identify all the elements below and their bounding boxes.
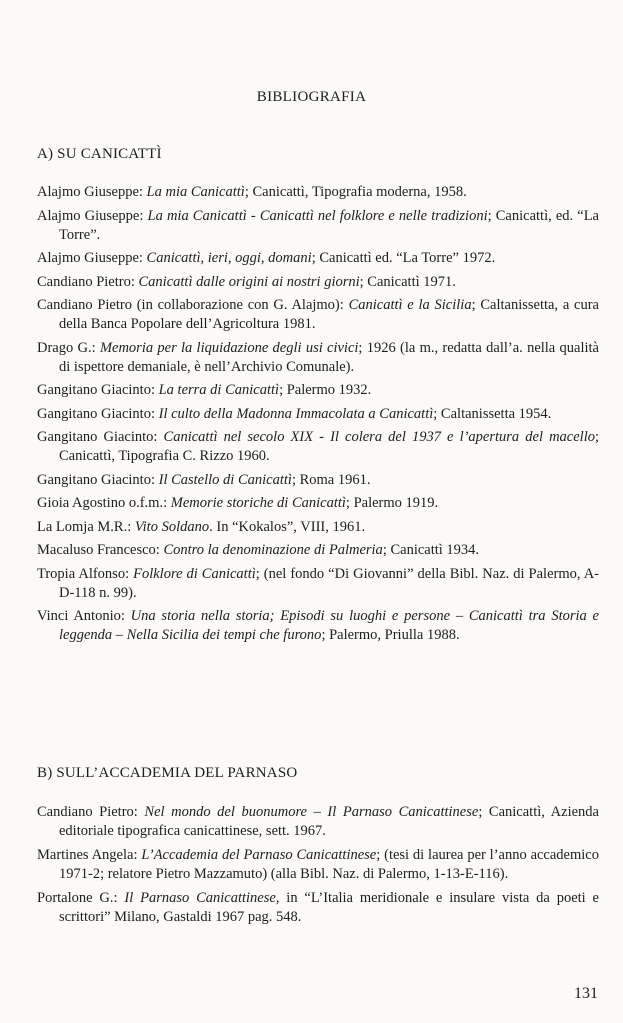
page-title: BIBLIOGRAFIA xyxy=(256,89,367,105)
entry-publication-details: ; Canicattì, Azienda editoriale tipografica canicattinese, sett. 1967. xyxy=(59,804,599,839)
entry-title: Canicattì dalle origini ai nostri giorni xyxy=(138,273,360,290)
entry-publication-details: ; Palermo 1932. xyxy=(279,382,372,398)
bibliography-entry xyxy=(37,405,599,424)
bibliography-entry xyxy=(37,494,599,513)
entry-title: Il culto della Madonna Immacolata a Canicattì xyxy=(158,405,434,422)
entry-title: L’Accademia del Parnaso Canicattinese xyxy=(141,847,377,863)
entry-publication-details: . In “Kokalos”, VIII, 1961. xyxy=(209,518,366,535)
entry-title: Folklore di Canicattì xyxy=(133,565,256,582)
entry-publication-details: ; Canicattì, Tipografia moderna, 1958. xyxy=(244,184,467,200)
bibliography-entry xyxy=(37,183,599,202)
entry-publication-details: , in “L’Italia meridionale e insulare vista da poeti e scrittori” Milano, Gastaldi 1967 pag. 548. xyxy=(59,890,599,925)
entry-title: Memorie storiche di Canicattì xyxy=(170,495,346,511)
entry-publication-details: ; Canicattì, ed. “La Torre”. xyxy=(59,207,599,243)
entry-author: Tropia Alfonso: xyxy=(37,565,134,582)
bibliography-list-b xyxy=(37,803,599,927)
section-heading-b: B) SULL’ACCADEMIA DEL PARNASO xyxy=(37,765,298,781)
entry-title: Il Castello di Canicattì xyxy=(158,471,292,488)
entry-author: Alajmo Giuseppe: xyxy=(37,184,147,200)
entry-title: Una storia nella storia; Episodi su luoghi e persone – Canicattì tra Storia e leggenda – Nella Sicilia dei tempi che furono xyxy=(59,608,599,643)
entry-author: Candiano Pietro: xyxy=(37,804,145,820)
entry-title: Vito Soldano xyxy=(134,518,210,535)
bibliography-entry xyxy=(37,249,599,268)
entry-publication-details: ; Roma 1961. xyxy=(291,471,371,488)
bibliography-entry xyxy=(37,541,599,560)
entry-publication-details: ; (nel fondo “Di Giovanni” della Bibl. Naz. di Palermo, A-D-118 n. 99). xyxy=(59,565,600,601)
bibliography-entry xyxy=(37,846,599,884)
entry-title: Il Parnaso Canicattinese xyxy=(124,890,276,906)
bibliography-entry xyxy=(37,471,599,490)
entry-publication-details: ; 1926 (la m., redatta dall’a. nella qualità di ispettore demaniale, è nell’Archivio Comunale). xyxy=(59,339,599,375)
entry-title: Memoria per la liquidazione degli usi civici xyxy=(99,339,359,356)
entry-author: Macaluso Francesco: xyxy=(37,542,164,558)
bibliography-entry xyxy=(37,339,599,377)
entry-title: La terra di Canicattì xyxy=(158,382,280,398)
entry-publication-details: ; (tesi di laurea per l’anno accademico 1971-2; relatore Pietro Mazzamuto) (alla Bibl. Naz. di Palermo, 1-13-E-116). xyxy=(59,847,599,882)
bibliography-entry xyxy=(37,381,599,400)
section-heading-a: A) SU CANICATTÌ xyxy=(37,146,162,162)
entry-publication-details: ; Canicattì 1934. xyxy=(382,542,480,558)
entry-title: La mia Canicattì - Canicattì nel folklore e nelle tradizioni xyxy=(147,207,488,224)
bibliography-entry xyxy=(37,518,599,537)
entry-author: Gangitano Giacinto: xyxy=(37,405,159,422)
bibliography-entry xyxy=(37,889,599,927)
entry-author: Alajmo Giuseppe: xyxy=(37,250,147,266)
entry-publication-details: ; Canicattì ed. “La Torre” 1972. xyxy=(311,250,496,266)
entry-author: La Lomja M.R.: xyxy=(37,518,135,535)
entry-publication-details: ; Palermo 1919. xyxy=(345,495,439,511)
bibliography-entry xyxy=(37,565,599,603)
entry-title: Contro la denominazione di Palmeria xyxy=(163,542,383,558)
bibliography-entry xyxy=(37,428,599,466)
entry-author: Gangitano Giacinto: xyxy=(37,429,164,445)
entry-author: Drago G.: xyxy=(37,339,100,356)
entry-author: Martines Angela: xyxy=(37,847,142,863)
page-number: 131 xyxy=(574,985,598,1002)
entry-author: Gioia Agostino o.f.m.: xyxy=(37,495,171,511)
entry-author: Gangitano Giacinto: xyxy=(37,382,159,398)
bibliography-entry xyxy=(37,273,599,292)
bibliography-entry xyxy=(37,803,599,841)
entry-author: Candiano Pietro (in collaborazione con G. Alajmo): xyxy=(37,297,349,313)
entry-publication-details: ; Caltanissetta, a cura della Banca Popolare dell’Agricoltura 1981. xyxy=(59,297,599,332)
bibliography-entry xyxy=(37,296,599,334)
entry-title: Canicattì, ieri, oggi, domani xyxy=(146,250,312,266)
bibliography-list-a xyxy=(37,183,599,645)
entry-publication-details: ; Palermo, Priulla 1988. xyxy=(321,627,460,643)
entry-publication-details: ; Caltanissetta 1954. xyxy=(433,405,552,422)
entry-author: Candiano Pietro: xyxy=(37,273,139,290)
entry-author: Portalone G.: xyxy=(37,890,125,906)
entry-author: Gangitano Giacinto: xyxy=(37,471,159,488)
entry-author: Vinci Antonio: xyxy=(37,608,131,624)
entry-publication-details: ; Canicattì, Tipografia C. Rizzo 1960. xyxy=(59,429,600,464)
entry-title: La mia Canicattì xyxy=(146,184,245,200)
entry-title: Canicattì e la Sicilia xyxy=(348,297,472,313)
entry-publication-details: ; Canicattì 1971. xyxy=(359,273,456,290)
entry-title: Nel mondo del buonumore – Il Parnaso Canicattinese xyxy=(144,804,479,820)
bibliography-entry xyxy=(37,607,599,645)
entry-author: Alajmo Giuseppe: xyxy=(37,207,148,224)
entry-title: Canicattì nel secolo XIX - Il colera del 1937 e l’apertura del macello xyxy=(163,429,595,445)
bibliography-entry xyxy=(37,207,599,245)
